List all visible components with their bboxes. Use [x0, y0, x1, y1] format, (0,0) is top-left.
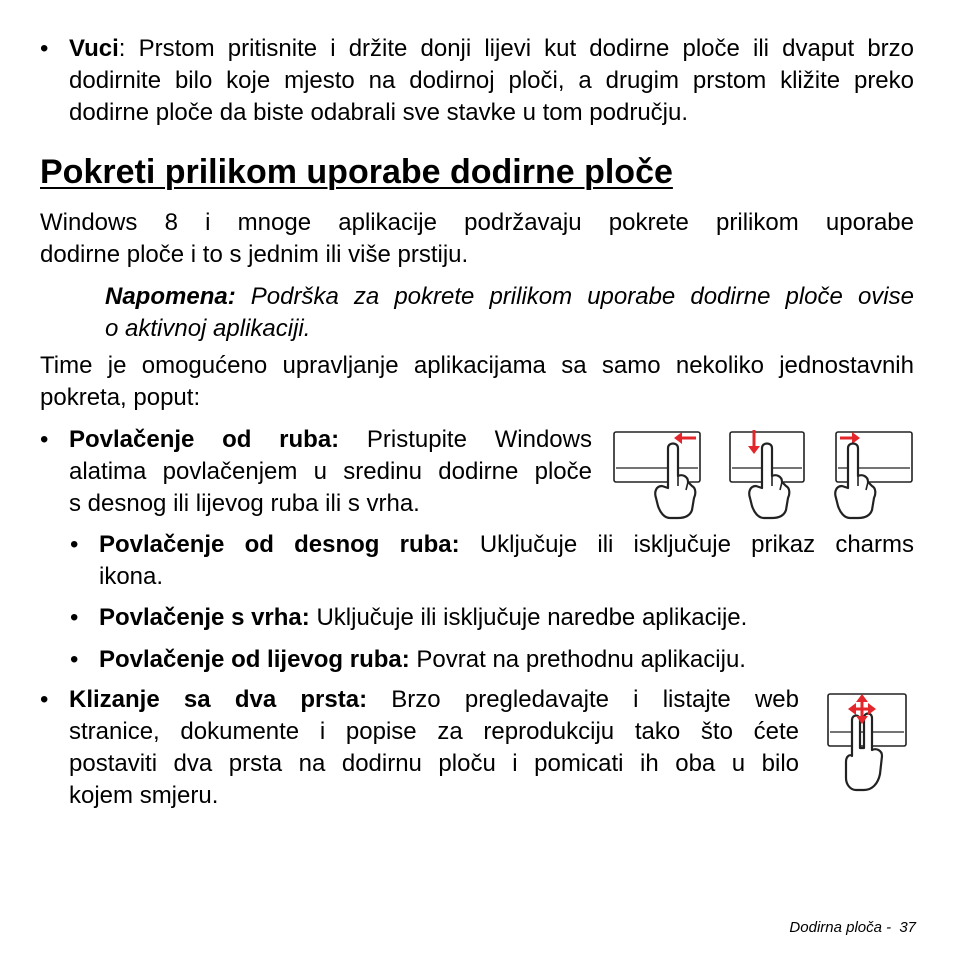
note-line-1: Napomena: Podrška za pokrete prilikom uporabe dodirne ploče ovise [105, 283, 914, 310]
time-line-1: Time je omogućeno upravljanje aplikacijama sa samo nekoliko jednostavnih [40, 352, 914, 379]
right-edge-line-2: ikona. [99, 563, 164, 590]
bullet-left-edge: • [70, 646, 79, 673]
two-finger-line-3: postaviti dva prsta na dodirnu ploču i pomicati ih oba u bilo [69, 750, 799, 777]
edge-swipe-line-1: Povlačenje od ruba: Pristupite Windows [69, 426, 592, 453]
bullet-two-finger: • [40, 686, 49, 713]
top-edge-term: Povlačenje s vrha: [99, 604, 310, 631]
two-finger-scroll-icon [826, 690, 910, 792]
right-edge-term: Povlačenje od desnog ruba: [99, 531, 460, 558]
footer-page-number: 37 [899, 919, 916, 936]
intro-line-1: Windows 8 i mnoge aplikacije podržavaju pokrete prilikom uporabe [40, 209, 914, 236]
footer-section: Dodirna ploča - [789, 919, 896, 936]
bullet-top-edge: • [70, 604, 79, 631]
swipe-right-edge-icon [612, 428, 706, 520]
two-finger-line-2: stranice, dokumente i popise za reprodukciju tako što ćete [69, 718, 799, 745]
page-footer [789, 918, 916, 938]
section-heading: Pokreti prilikom uporabe dodirne ploče [40, 153, 673, 191]
note-line-2: o aktivnoj aplikaciji. [105, 315, 311, 342]
intro-paragraph [40, 207, 914, 271]
intro-line-2: dodirne ploče i to s jednim ili više prstiju. [40, 241, 469, 268]
edge-swipe-paragraph [69, 424, 592, 520]
left-edge-paragraph [99, 644, 914, 676]
vuci-line-2: dodirnite bilo koje mjesto na dodirnoj ploči, a drugim prstom kližite preko [69, 67, 914, 94]
right-edge-paragraph [99, 529, 914, 593]
top-edge-paragraph [99, 602, 914, 634]
vuci-line-1: Vuci: Prstom pritisnite i držite donji lijevi kut dodirne ploče ili dvaput brzo [69, 35, 914, 62]
bullet-edge-swipe: • [40, 426, 49, 453]
left-edge-term: Povlačenje od lijevog ruba: [99, 646, 410, 673]
two-finger-paragraph [69, 684, 799, 812]
swipe-left-edge-icon [834, 428, 924, 520]
right-edge-line-1: Povlačenje od desnog ruba: Uključuje ili isključuje prikaz charms [99, 531, 914, 558]
edge-swipe-term: Povlačenje od ruba: [69, 426, 340, 453]
swipe-top-edge-icon [728, 428, 822, 520]
two-finger-line-1: Klizanje sa dva prsta: Brzo pregledavajte i listajte web [69, 686, 799, 713]
edge-swipe-line-3: s desnog ili lijevog ruba ili s vrha. [69, 490, 420, 517]
two-finger-line-4: kojem smjeru. [69, 782, 219, 809]
note-paragraph [105, 281, 914, 345]
time-paragraph [40, 350, 914, 414]
vuci-term: Vuci [69, 35, 119, 62]
left-edge-line-1: Povlačenje od lijevog ruba: Povrat na prethodnu aplikaciju. [99, 646, 746, 673]
top-edge-line-1: Povlačenje s vrha: Uključuje ili isključuje naredbe aplikacije. [99, 604, 748, 631]
bullet-right-edge: • [70, 531, 79, 558]
bullet-vuci: • [40, 35, 49, 62]
time-line-2: pokreta, poput: [40, 384, 201, 411]
two-finger-term: Klizanje sa dva prsta: [69, 686, 368, 713]
note-label: Napomena: [105, 283, 236, 310]
edge-swipe-line-2: alatima povlačenjem u sredinu dodirne ploče [69, 458, 592, 485]
vuci-line-3: dodirne ploče da biste odabrali sve stavke u tom području. [69, 99, 689, 126]
vuci-paragraph [69, 33, 914, 129]
